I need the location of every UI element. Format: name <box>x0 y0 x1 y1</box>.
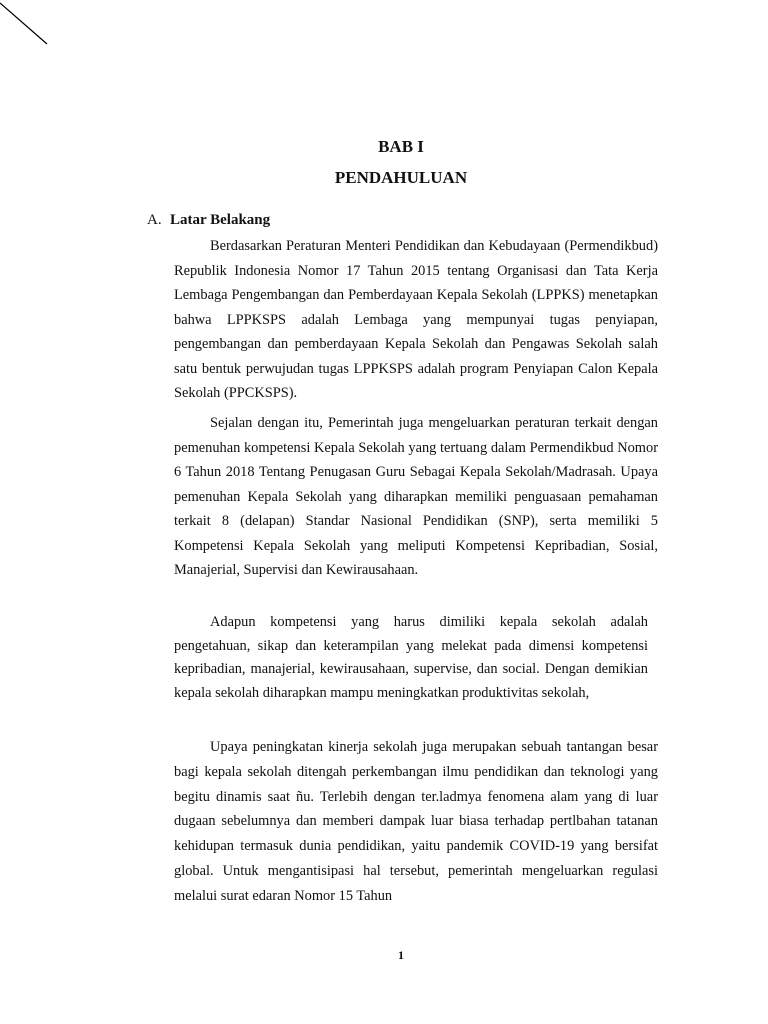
page-number: 1 <box>398 948 404 962</box>
corner-fold-line <box>0 0 50 50</box>
chapter-title: PENDAHULUAN <box>334 168 468 187</box>
section-title: Latar Belakang <box>170 212 271 228</box>
paragraph-4: Upaya peningkatan kinerja sekolah juga merupakan sebuah tantangan besar bagi kepala sekolah ditengah perkembangan ilmu pendidikan dan teknologi yang begitu dinamis saat ñu. Terlebih dengan ter.ladmya fenomena alam yang di luar dugaan sebelumnya dan memberi dampak luar biasa terhadap pertlbahan tatanan kehidupan termasuk dunia pendidikan, yaitu pandemik COVID-19 yang bersifat global. Untuk mengantisipasi hal tersebut, pemerintah mengeluarkan regulasi melalui surat edaran Nomor 15 Tahun <box>174 739 658 904</box>
paragraph-3: Adapun kompetensi yang harus dimiliki kepala sekolah adalah pengetahuan, sikap dan keterampilan yang melekat pada dimensi kompetensi kepribadian, manajerial, kewirausahaan, supervise, dan social. Dengan demikian kepala sekolah diharapkan mampu meningkatkan produktivitas sekolah, <box>174 614 648 701</box>
section-heading <box>147 210 270 230</box>
paragraph-2: Sejalan dengan itu, Pemerintah juga mengeluarkan peraturan terkait dengan pemenuhan kompetensi Kepala Sekolah yang tertuang dalam Permendikbud Nomor 6 Tahun 2018 Tentang Penugasan Guru Sebagai Kepala Sekolah/Madrasah. Upaya pemenuhan Kepala Sekolah yang diharapkan memiliki penguasaan pemahaman terkait 8 (delapan) Standar Nasional Pendidikan (SNP), serta memiliki 5 Kompetensi Kepala Sekolah yang meliputi Kompetensi Kepribadian, Sosial, Manajerial, Supervisi dan Kewirausahaan. <box>174 415 658 578</box>
section-letter: A. <box>147 212 162 228</box>
paragraph-1: Berdasarkan Peraturan Menteri Pendidikan dan Kebudayaan (Permendikbud) Republik Indonesia Nomor 17 Tahun 2015 tentang Organisasi dan Tata Kerja Lembaga Pengembangan dan Pemberdayaan Kepala Sekolah (LPPKS) menetapkan bahwa LPPKSPS adalah Lembaga yang mempunyai tugas penyiapan, pengembangan dan pemberdayaan Kepala Sekolah dan Pengawas Sekolah salah satu bentuk perwujudan tugas LPPKSPS adalah program Penyiapan Calon Kepala Sekolah (PPCKSPS). <box>174 238 658 401</box>
chapter-number: BAB I <box>378 137 424 156</box>
